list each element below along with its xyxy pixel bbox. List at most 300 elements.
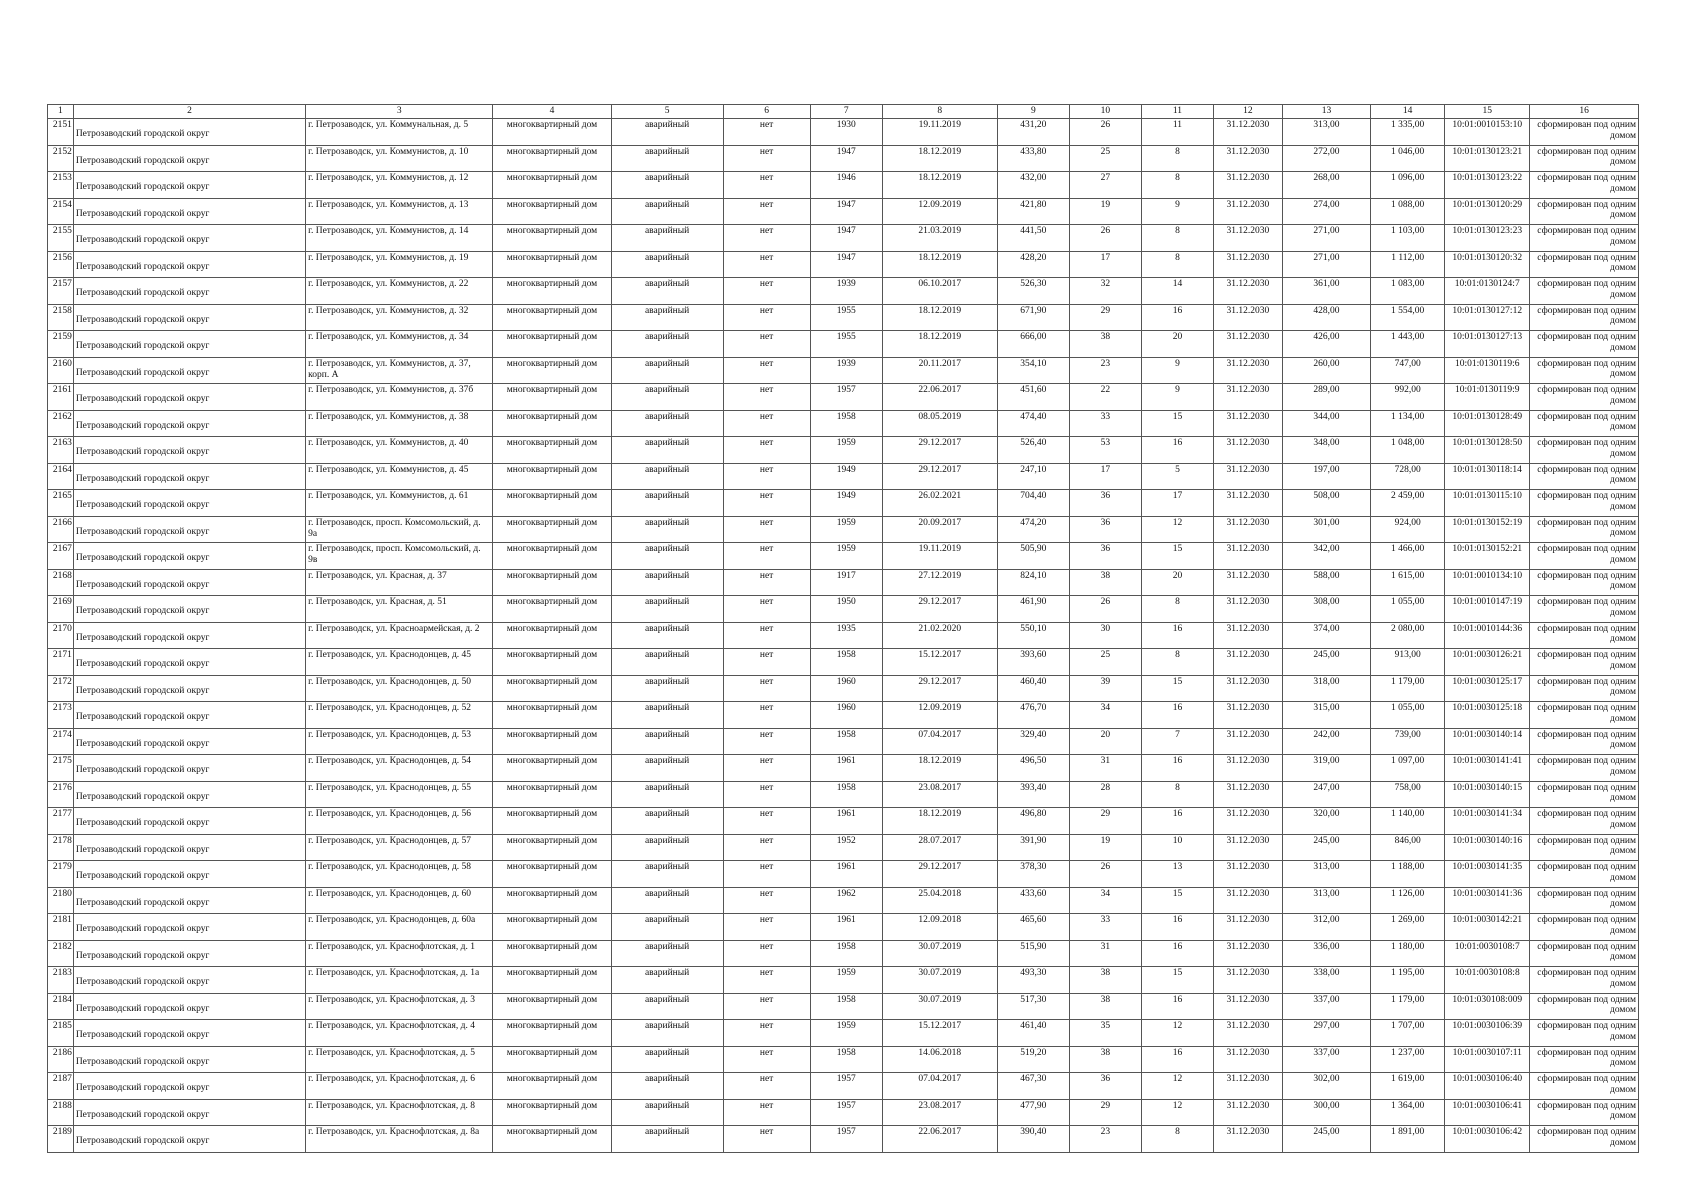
cell-apartments: 12 <box>1141 516 1213 543</box>
cell-residents: 27 <box>1069 172 1141 199</box>
cell-build-year: 1958 <box>810 993 882 1020</box>
cell-living-area: 508,00 <box>1282 490 1370 517</box>
cell-area: 451,60 <box>997 384 1069 411</box>
cell-apartments: 11 <box>1141 119 1213 146</box>
cell-address: г. Петрозаводск, просп. Комсомольский, д. 9а <box>306 516 493 543</box>
table-row <box>48 357 1639 384</box>
cell-address: г. Петрозаводск, ул. Краснофлотская, д. 3 <box>306 993 493 1020</box>
cell-recognition-date: 29.12.2017 <box>882 861 997 888</box>
cell-land-plot-status: сформирован под одним домом <box>1530 1099 1639 1126</box>
cell-resettlement-deadline: 31.12.2030 <box>1214 516 1283 543</box>
cell-building-type: многоквартирный дом <box>493 808 611 835</box>
table-row <box>48 781 1639 808</box>
cell-row-number: 2155 <box>48 225 74 252</box>
cell-resettlement-deadline: 31.12.2030 <box>1214 702 1283 729</box>
cell-building-type: многоквартирный дом <box>493 596 611 623</box>
cell-building-type: многоквартирный дом <box>493 1046 611 1073</box>
cell-building-type: многоквартирный дом <box>493 914 611 941</box>
cell-resettlement-deadline: 31.12.2030 <box>1214 808 1283 835</box>
cell-apartments: 8 <box>1141 172 1213 199</box>
table-row <box>48 808 1639 835</box>
cell-land-plot-status: сформирован под одним домом <box>1530 861 1639 888</box>
cell-address: г. Петрозаводск, ул. Коммунистов, д. 38 <box>306 410 493 437</box>
cell-flag: нет <box>723 967 810 994</box>
cell-row-number: 2185 <box>48 1020 74 1047</box>
cell-residents: 38 <box>1069 331 1141 358</box>
cell-cadastral-number: 10:01:0010144:36 <box>1445 622 1530 649</box>
cell-row-number: 2184 <box>48 993 74 1020</box>
cell-municipality: Петрозаводский городской округ <box>73 463 305 490</box>
cell-municipality: Петрозаводский городской округ <box>73 410 305 437</box>
cell-residents: 29 <box>1069 808 1141 835</box>
cell-living-area: 318,00 <box>1282 675 1370 702</box>
cell-row-number: 2162 <box>48 410 74 437</box>
cell-apartments: 12 <box>1141 1073 1213 1100</box>
cell-area: 378,30 <box>997 861 1069 888</box>
cell-municipality: Петрозаводский городской округ <box>73 225 305 252</box>
cell-address: г. Петрозаводск, ул. Краснодонцев, д. 45 <box>306 649 493 676</box>
cell-residents: 17 <box>1069 251 1141 278</box>
cell-address: г. Петрозаводск, ул. Коммунистов, д. 12 <box>306 172 493 199</box>
cell-row-number: 2160 <box>48 357 74 384</box>
cell-row-number: 2161 <box>48 384 74 411</box>
cell-area: 515,90 <box>997 940 1069 967</box>
cell-municipality: Петрозаводский городской округ <box>73 543 305 570</box>
cell-land-plot-status: сформирован под одним домом <box>1530 410 1639 437</box>
cell-apartments: 15 <box>1141 543 1213 570</box>
table-row <box>48 1020 1639 1047</box>
cell-flag: нет <box>723 437 810 464</box>
cell-building-type: многоквартирный дом <box>493 278 611 305</box>
cell-row-number: 2165 <box>48 490 74 517</box>
table-row <box>48 914 1639 941</box>
cell-recognition-date: 29.12.2017 <box>882 596 997 623</box>
cell-apartments: 8 <box>1141 596 1213 623</box>
cell-address: г. Петрозаводск, ул. Коммунистов, д. 61 <box>306 490 493 517</box>
cell-resettlement-deadline: 31.12.2030 <box>1214 967 1283 994</box>
cell-flag: нет <box>723 1099 810 1126</box>
cell-cadastral-number: 10:01:0130128:49 <box>1445 410 1530 437</box>
cell-cadastral-number: 10:01:030108:009 <box>1445 993 1530 1020</box>
cell-land-area: 758,00 <box>1371 781 1445 808</box>
table-row <box>48 1126 1639 1153</box>
cell-land-area: 1 707,00 <box>1371 1020 1445 1047</box>
cell-condition: аварийный <box>611 119 723 146</box>
cell-residents: 38 <box>1069 569 1141 596</box>
cell-cadastral-number: 10:01:0010153:10 <box>1445 119 1530 146</box>
cell-living-area: 302,00 <box>1282 1073 1370 1100</box>
cell-apartments: 9 <box>1141 384 1213 411</box>
cell-municipality: Петрозаводский городской округ <box>73 596 305 623</box>
cell-land-plot-status: сформирован под одним домом <box>1530 967 1639 994</box>
cell-land-area: 1 140,00 <box>1371 808 1445 835</box>
column-header-1: 1 <box>48 105 74 119</box>
cell-building-type: многоквартирный дом <box>493 569 611 596</box>
cell-address: г. Петрозаводск, ул. Коммунистов, д. 14 <box>306 225 493 252</box>
cell-municipality: Петрозаводский городской округ <box>73 755 305 782</box>
cell-build-year: 1958 <box>810 649 882 676</box>
cell-build-year: 1935 <box>810 622 882 649</box>
cell-row-number: 2166 <box>48 516 74 543</box>
cell-resettlement-deadline: 31.12.2030 <box>1214 940 1283 967</box>
cell-building-type: многоквартирный дом <box>493 410 611 437</box>
cell-land-area: 992,00 <box>1371 384 1445 411</box>
cell-building-type: многоквартирный дом <box>493 702 611 729</box>
cell-building-type: многоквартирный дом <box>493 198 611 225</box>
cell-residents: 23 <box>1069 357 1141 384</box>
cell-apartments: 14 <box>1141 278 1213 305</box>
cell-cadastral-number: 10:01:0030140:14 <box>1445 728 1530 755</box>
cell-resettlement-deadline: 31.12.2030 <box>1214 410 1283 437</box>
cell-land-plot-status: сформирован под одним домом <box>1530 702 1639 729</box>
cell-municipality: Петрозаводский городской округ <box>73 278 305 305</box>
cell-address: г. Петрозаводск, ул. Красноармейская, д. 2 <box>306 622 493 649</box>
cell-land-plot-status: сформирован под одним домом <box>1530 569 1639 596</box>
cell-row-number: 2171 <box>48 649 74 676</box>
cell-area: 329,40 <box>997 728 1069 755</box>
cell-row-number: 2158 <box>48 304 74 331</box>
cell-cadastral-number: 10:01:0030140:16 <box>1445 834 1530 861</box>
cell-address: г. Петрозаводск, ул. Коммунистов, д. 34 <box>306 331 493 358</box>
cell-municipality: Петрозаводский городской округ <box>73 834 305 861</box>
cell-living-area: 315,00 <box>1282 702 1370 729</box>
cell-apartments: 16 <box>1141 702 1213 729</box>
cell-cadastral-number: 10:01:0030141:35 <box>1445 861 1530 888</box>
cell-building-type: многоквартирный дом <box>493 251 611 278</box>
cell-apartments: 15 <box>1141 410 1213 437</box>
cell-address: г. Петрозаводск, ул. Коммунистов, д. 19 <box>306 251 493 278</box>
cell-living-area: 342,00 <box>1282 543 1370 570</box>
cell-condition: аварийный <box>611 463 723 490</box>
cell-apartments: 13 <box>1141 861 1213 888</box>
table-row <box>48 543 1639 570</box>
cell-land-plot-status: сформирован под одним домом <box>1530 993 1639 1020</box>
cell-address: г. Петрозаводск, ул. Красная, д. 51 <box>306 596 493 623</box>
cell-area: 493,30 <box>997 967 1069 994</box>
cell-apartments: 12 <box>1141 1099 1213 1126</box>
cell-area: 474,40 <box>997 410 1069 437</box>
cell-condition: аварийный <box>611 278 723 305</box>
cell-condition: аварийный <box>611 437 723 464</box>
cell-resettlement-deadline: 31.12.2030 <box>1214 622 1283 649</box>
cell-recognition-date: 30.07.2019 <box>882 993 997 1020</box>
cell-row-number: 2175 <box>48 755 74 782</box>
column-header-2: 2 <box>73 105 305 119</box>
cell-resettlement-deadline: 31.12.2030 <box>1214 887 1283 914</box>
cell-municipality: Петрозаводский городской округ <box>73 993 305 1020</box>
cell-row-number: 2173 <box>48 702 74 729</box>
cell-living-area: 361,00 <box>1282 278 1370 305</box>
cell-build-year: 1960 <box>810 702 882 729</box>
cell-land-area: 2 080,00 <box>1371 622 1445 649</box>
cell-flag: нет <box>723 516 810 543</box>
cell-residents: 33 <box>1069 410 1141 437</box>
table-row <box>48 728 1639 755</box>
cell-row-number: 2181 <box>48 914 74 941</box>
cell-land-plot-status: сформирован под одним домом <box>1530 463 1639 490</box>
cell-area: 496,80 <box>997 808 1069 835</box>
cell-residents: 53 <box>1069 437 1141 464</box>
column-header-4: 4 <box>493 105 611 119</box>
cell-flag: нет <box>723 1046 810 1073</box>
table-row <box>48 463 1639 490</box>
cell-building-type: многоквартирный дом <box>493 1126 611 1153</box>
cell-address: г. Петрозаводск, ул. Коммунистов, д. 22 <box>306 278 493 305</box>
cell-build-year: 1947 <box>810 198 882 225</box>
cell-area: 477,90 <box>997 1099 1069 1126</box>
cell-build-year: 1959 <box>810 543 882 570</box>
cell-land-plot-status: сформирован под одним домом <box>1530 728 1639 755</box>
table-row <box>48 967 1639 994</box>
cell-area: 517,30 <box>997 993 1069 1020</box>
cell-building-type: многоквартирный дом <box>493 940 611 967</box>
cell-recognition-date: 22.06.2017 <box>882 1126 997 1153</box>
cell-building-type: многоквартирный дом <box>493 463 611 490</box>
cell-flag: нет <box>723 331 810 358</box>
cell-recognition-date: 29.12.2017 <box>882 463 997 490</box>
cell-building-type: многоквартирный дом <box>493 172 611 199</box>
cell-cadastral-number: 10:01:0010147:19 <box>1445 596 1530 623</box>
cell-flag: нет <box>723 569 810 596</box>
cell-flag: нет <box>723 728 810 755</box>
cell-condition: аварийный <box>611 490 723 517</box>
cell-resettlement-deadline: 31.12.2030 <box>1214 728 1283 755</box>
cell-resettlement-deadline: 31.12.2030 <box>1214 649 1283 676</box>
cell-building-type: многоквартирный дом <box>493 834 611 861</box>
cell-flag: нет <box>723 198 810 225</box>
cell-residents: 34 <box>1069 887 1141 914</box>
cell-build-year: 1961 <box>810 808 882 835</box>
table-row <box>48 675 1639 702</box>
cell-apartments: 5 <box>1141 463 1213 490</box>
cell-recognition-date: 07.04.2017 <box>882 1073 997 1100</box>
cell-living-area: 271,00 <box>1282 251 1370 278</box>
cell-flag: нет <box>723 278 810 305</box>
cell-residents: 23 <box>1069 1126 1141 1153</box>
column-header-15: 15 <box>1445 105 1530 119</box>
cell-build-year: 1961 <box>810 914 882 941</box>
cell-area: 476,70 <box>997 702 1069 729</box>
cell-address: г. Петрозаводск, ул. Красная, д. 37 <box>306 569 493 596</box>
cell-apartments: 7 <box>1141 728 1213 755</box>
cell-living-area: 320,00 <box>1282 808 1370 835</box>
cell-resettlement-deadline: 31.12.2030 <box>1214 543 1283 570</box>
column-header-14: 14 <box>1371 105 1445 119</box>
cell-land-area: 1 891,00 <box>1371 1126 1445 1153</box>
cell-living-area: 313,00 <box>1282 861 1370 888</box>
cell-recognition-date: 07.04.2017 <box>882 728 997 755</box>
cell-residents: 38 <box>1069 1046 1141 1073</box>
cell-municipality: Петрозаводский городской округ <box>73 1046 305 1073</box>
cell-land-area: 1 097,00 <box>1371 755 1445 782</box>
cell-land-plot-status: сформирован под одним домом <box>1530 1046 1639 1073</box>
table-row <box>48 410 1639 437</box>
cell-residents: 35 <box>1069 1020 1141 1047</box>
cell-area: 390,40 <box>997 1126 1069 1153</box>
cell-land-area: 1 466,00 <box>1371 543 1445 570</box>
cell-row-number: 2169 <box>48 596 74 623</box>
cell-land-plot-status: сформирован под одним домом <box>1530 251 1639 278</box>
cell-recognition-date: 30.07.2019 <box>882 967 997 994</box>
cell-flag: нет <box>723 251 810 278</box>
cell-cadastral-number: 10:01:0030106:40 <box>1445 1073 1530 1100</box>
cell-recognition-date: 20.09.2017 <box>882 516 997 543</box>
cell-flag: нет <box>723 119 810 146</box>
cell-flag: нет <box>723 384 810 411</box>
cell-area: 441,50 <box>997 225 1069 252</box>
cell-residents: 22 <box>1069 384 1141 411</box>
column-header-16: 16 <box>1530 105 1639 119</box>
cell-apartments: 8 <box>1141 1126 1213 1153</box>
cell-building-type: многоквартирный дом <box>493 1099 611 1126</box>
cell-land-plot-status: сформирован под одним домом <box>1530 516 1639 543</box>
cell-area: 393,40 <box>997 781 1069 808</box>
cell-area: 460,40 <box>997 675 1069 702</box>
cell-living-area: 312,00 <box>1282 914 1370 941</box>
cell-condition: аварийный <box>611 940 723 967</box>
cell-cadastral-number: 10:01:0030142:21 <box>1445 914 1530 941</box>
cell-cadastral-number: 10:01:0030140:15 <box>1445 781 1530 808</box>
cell-recognition-date: 18.12.2019 <box>882 251 997 278</box>
cell-build-year: 1958 <box>810 940 882 967</box>
cell-land-area: 1 112,00 <box>1371 251 1445 278</box>
cell-land-area: 1 237,00 <box>1371 1046 1445 1073</box>
cell-land-area: 1 134,00 <box>1371 410 1445 437</box>
cell-row-number: 2156 <box>48 251 74 278</box>
cell-land-plot-status: сформирован под одним домом <box>1530 304 1639 331</box>
cell-area: 666,00 <box>997 331 1069 358</box>
cell-area: 519,20 <box>997 1046 1069 1073</box>
cell-resettlement-deadline: 31.12.2030 <box>1214 834 1283 861</box>
table-row <box>48 331 1639 358</box>
cell-recognition-date: 27.12.2019 <box>882 569 997 596</box>
cell-land-area: 1 048,00 <box>1371 437 1445 464</box>
cell-apartments: 8 <box>1141 649 1213 676</box>
cell-address: г. Петрозаводск, ул. Коммунистов, д. 37, корп. А <box>306 357 493 384</box>
cell-cadastral-number: 10:01:0030107:11 <box>1445 1046 1530 1073</box>
column-header-7: 7 <box>810 105 882 119</box>
cell-land-area: 924,00 <box>1371 516 1445 543</box>
cell-living-area: 301,00 <box>1282 516 1370 543</box>
table-row <box>48 119 1639 146</box>
cell-living-area: 260,00 <box>1282 357 1370 384</box>
cell-row-number: 2174 <box>48 728 74 755</box>
cell-municipality: Петрозаводский городской округ <box>73 1099 305 1126</box>
cell-land-area: 1 269,00 <box>1371 914 1445 941</box>
column-header-5: 5 <box>611 105 723 119</box>
cell-row-number: 2182 <box>48 940 74 967</box>
cell-area: 824,10 <box>997 569 1069 596</box>
cell-address: г. Петрозаводск, ул. Краснодонцев, д. 54 <box>306 755 493 782</box>
cell-condition: аварийный <box>611 622 723 649</box>
cell-resettlement-deadline: 31.12.2030 <box>1214 569 1283 596</box>
cell-municipality: Петрозаводский городской округ <box>73 887 305 914</box>
cell-build-year: 1957 <box>810 1126 882 1153</box>
cell-municipality: Петрозаводский городской округ <box>73 172 305 199</box>
cell-land-plot-status: сформирован под одним домом <box>1530 437 1639 464</box>
column-number-header <box>48 105 1639 119</box>
cell-building-type: многоквартирный дом <box>493 384 611 411</box>
cell-living-area: 319,00 <box>1282 755 1370 782</box>
cell-resettlement-deadline: 31.12.2030 <box>1214 1073 1283 1100</box>
cell-municipality: Петрозаводский городской округ <box>73 1073 305 1100</box>
cell-building-type: многоквартирный дом <box>493 145 611 172</box>
cell-apartments: 8 <box>1141 251 1213 278</box>
cell-land-area: 739,00 <box>1371 728 1445 755</box>
column-header-11: 11 <box>1141 105 1213 119</box>
cell-area: 431,20 <box>997 119 1069 146</box>
cell-living-area: 313,00 <box>1282 119 1370 146</box>
cell-row-number: 2180 <box>48 887 74 914</box>
table-row <box>48 437 1639 464</box>
cell-flag: нет <box>723 1020 810 1047</box>
cell-condition: аварийный <box>611 172 723 199</box>
cell-row-number: 2157 <box>48 278 74 305</box>
cell-condition: аварийный <box>611 649 723 676</box>
cell-condition: аварийный <box>611 1073 723 1100</box>
cell-row-number: 2172 <box>48 675 74 702</box>
cell-recognition-date: 29.12.2017 <box>882 675 997 702</box>
cell-apartments: 15 <box>1141 887 1213 914</box>
table-row <box>48 569 1639 596</box>
cell-land-plot-status: сформирован под одним домом <box>1530 914 1639 941</box>
cell-land-area: 2 459,00 <box>1371 490 1445 517</box>
cell-residents: 32 <box>1069 278 1141 305</box>
cell-condition: аварийный <box>611 331 723 358</box>
table-row <box>48 940 1639 967</box>
cell-cadastral-number: 10:01:0130120:32 <box>1445 251 1530 278</box>
table-row <box>48 384 1639 411</box>
cell-recognition-date: 15.12.2017 <box>882 1020 997 1047</box>
table-row <box>48 1073 1639 1100</box>
cell-condition: аварийный <box>611 1126 723 1153</box>
cell-build-year: 1949 <box>810 463 882 490</box>
cell-condition: аварийный <box>611 357 723 384</box>
cell-residents: 26 <box>1069 225 1141 252</box>
cell-residents: 33 <box>1069 914 1141 941</box>
cell-area: 526,40 <box>997 437 1069 464</box>
cell-row-number: 2167 <box>48 543 74 570</box>
cell-area: 496,50 <box>997 755 1069 782</box>
housing-register-table <box>47 104 1639 1153</box>
cell-apartments: 8 <box>1141 225 1213 252</box>
cell-recognition-date: 23.08.2017 <box>882 781 997 808</box>
cell-living-area: 268,00 <box>1282 172 1370 199</box>
cell-recognition-date: 26.02.2021 <box>882 490 997 517</box>
cell-building-type: многоквартирный дом <box>493 781 611 808</box>
cell-build-year: 1959 <box>810 1020 882 1047</box>
cell-residents: 29 <box>1069 1099 1141 1126</box>
cell-living-area: 336,00 <box>1282 940 1370 967</box>
cell-condition: аварийный <box>611 755 723 782</box>
cell-area: 393,60 <box>997 649 1069 676</box>
cell-land-plot-status: сформирован под одним домом <box>1530 755 1639 782</box>
cell-land-plot-status: сформирован под одним домом <box>1530 781 1639 808</box>
cell-resettlement-deadline: 31.12.2030 <box>1214 1126 1283 1153</box>
cell-resettlement-deadline: 31.12.2030 <box>1214 145 1283 172</box>
cell-land-plot-status: сформирован под одним домом <box>1530 887 1639 914</box>
cell-land-plot-status: сформирован под одним домом <box>1530 675 1639 702</box>
cell-row-number: 2189 <box>48 1126 74 1153</box>
cell-land-area: 728,00 <box>1371 463 1445 490</box>
cell-building-type: многоквартирный дом <box>493 543 611 570</box>
cell-residents: 34 <box>1069 702 1141 729</box>
cell-land-plot-status: сформирован под одним домом <box>1530 172 1639 199</box>
cell-condition: аварийный <box>611 1099 723 1126</box>
cell-cadastral-number: 10:01:0130118:14 <box>1445 463 1530 490</box>
cell-cadastral-number: 10:01:0030125:17 <box>1445 675 1530 702</box>
cell-recognition-date: 28.07.2017 <box>882 834 997 861</box>
